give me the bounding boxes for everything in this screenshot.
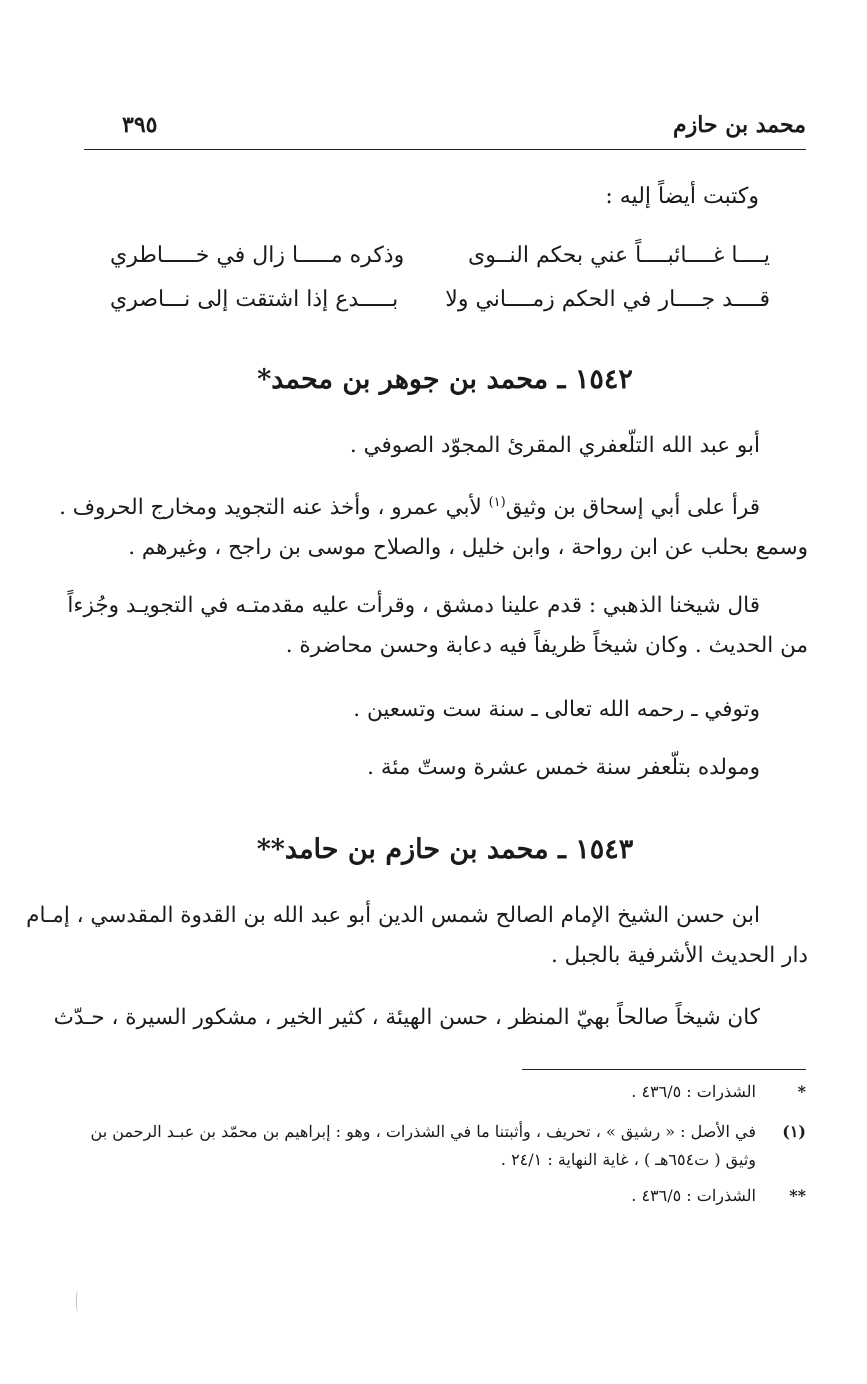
footnote-body <box>82 1118 756 1174</box>
paragraph-line <box>59 483 760 528</box>
paragraph <box>82 426 760 466</box>
paragraph <box>53 998 760 1038</box>
footnote <box>82 1118 806 1174</box>
paragraph-line: قال شيخنا الذهبي : قدم علينا دمشق ، وقرأت عليه مقدمتـه في التجويـد وجُزءاً <box>67 593 760 618</box>
footnote-marker: * <box>797 1082 806 1101</box>
paragraph <box>82 748 760 788</box>
paragraph-text: قرأ على أبي إسحاق بن وثيق <box>505 495 760 521</box>
paragraph-line: دار الحديث الأشرفية بالجبل . <box>550 943 808 968</box>
footnote-ref[interactable]: (١) <box>488 495 506 510</box>
paragraph <box>59 483 808 568</box>
paragraph-line: وتوفي ـ رحمه الله تعالى ـ سنة ست وتسعين . <box>353 697 760 722</box>
paragraph <box>67 586 808 666</box>
poem-hemistich-second: وذكره مـــــا زال في خـــــاطري <box>110 243 405 268</box>
footnote <box>82 1182 806 1210</box>
running-header <box>84 112 806 146</box>
paragraph-line: وسمع بحلب عن ابن رواحة ، وابن خليل ، والصلاح موسى بن راجح ، وغيرهم . <box>128 535 808 561</box>
scan-speck <box>76 1290 81 1312</box>
footnote-line: الشذرات : ٤٣٦/٥ . <box>631 1082 756 1101</box>
footnote-line: وثيق ( ت٦٥٤هـ ) ، غاية النهاية : ٢٤/١ . <box>500 1150 756 1169</box>
paragraph-line: كان شيخاً صالحاً بهيّ المنظر ، حسن الهيئة ، كثير الخير ، مشكور السيرة ، حـدّث <box>53 1005 760 1030</box>
footnote-body <box>82 1078 756 1106</box>
footnote <box>82 1078 806 1106</box>
page-number: ٣٩٥ <box>122 112 158 138</box>
paragraph-line: ومولده بتلّعفر سنة خمس عشرة وستّ مئة . <box>367 755 760 780</box>
paragraph-line: ابن حسن الشيخ الإمام الصالح شمس الدين أبو عبد الله بن القدوة المقدسي ، إمـام <box>26 903 760 928</box>
footnote-marker: (١) <box>782 1122 806 1141</box>
footnote-line: الشذرات : ٤٣٦/٥ . <box>631 1186 756 1205</box>
poem-verse <box>110 280 770 320</box>
footnote-rule <box>522 1069 806 1070</box>
paragraph-line: أبو عبد الله التلّعفري المقرئ المجوّد الصوفي . <box>349 433 760 458</box>
paragraph-line: من الحديث . وكان شيخاً ظريفاً فيه دعابة وحسن محاضرة . <box>285 633 808 658</box>
paragraph <box>82 690 760 730</box>
footnote-line: في الأصل : « رشيق » ، تحريف ، وأثبتنا ما في الشذرات ، وهو : إبراهيم بن محمّد بن عبـد الرحمن بن <box>90 1122 756 1141</box>
paragraph <box>26 896 808 976</box>
poem-hemistich-first: يــــا غــــائبــــاً عني بحكم النــوى <box>468 243 770 268</box>
poem-hemistich-first: قــــد جــــار في الحكم زمــــاني ولا <box>445 287 770 312</box>
footnote-body <box>82 1182 756 1210</box>
entry-heading: ١٥٤٢ ـ محمد بن جوهر بن محمد* <box>257 364 633 395</box>
intro-line: وكتبت أيضاً إليه : <box>605 184 759 209</box>
paragraph-text: لأبي عمرو ، وأخذ عنه التجويد ومخارج الحروف . <box>59 495 482 521</box>
running-title: محمد بن حازم <box>673 112 806 138</box>
header-rule <box>84 149 806 150</box>
entry-heading: ١٥٤٣ ـ محمد بن حازم بن حامد** <box>256 834 634 865</box>
footnote-marker: ** <box>789 1186 806 1205</box>
poem-hemistich-second: بـــــدع إذا اشتقت إلى نـــاصري <box>110 287 399 312</box>
poem-verse <box>110 236 770 276</box>
